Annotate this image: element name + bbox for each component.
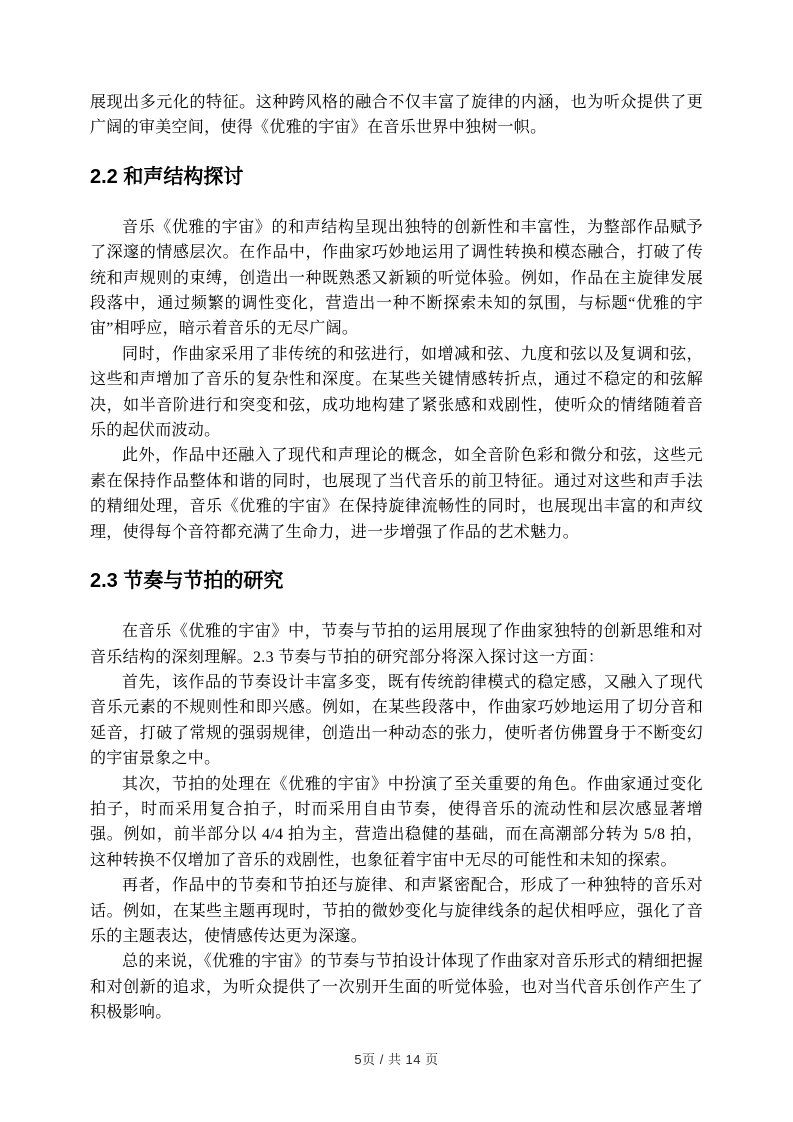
paragraph: 同时，作曲家采用了非传统的和弦进行，如增减和弦、九度和弦以及复调和弦，这些和声增加了音乐的复杂性和深度。在某些关键情感转折点，通过不稳定的和弦解决，如半音阶进行和突变和弦，成功地构建了紧张感和戏剧性，使听众的情绪随着音乐的起伏而波动。 [90,345,703,440]
section-heading-2-3: 2.3 节奏与节拍的研究 [90,570,284,593]
paragraph: 再者，作品中的节奏和节拍还与旋律、和声紧密配合，形成了一种独特的音乐对话。例如，在某些主题再现时，节拍的微妙变化与旋律线条的起伏相呼应，强化了音乐的主题表达，使情感传达更为深邃。 [90,877,703,945]
section-heading-2-2: 2.2 和声结构探讨 [90,165,244,188]
page-number-footer: 5页 / 共 14 页 [354,1052,439,1067]
continuation-paragraph: 展现出多元化的特征。这种跨风格的融合不仅丰富了旋律的内涵，也为听众提供了更广阔的审美空间，使得《优雅的宇宙》在音乐世界中独树一帜。 [90,94,703,137]
document-body [90,90,703,1026]
paragraph: 在音乐《优雅的宇宙》中，节奏与节拍的运用展现了作曲家独特的创新思维和对音乐结构的深刻理解。2.3 节奏与节拍的研究部分将深入探讨这一方面： [90,623,703,666]
paragraph: 此外，作品中还融入了现代和声理论的概念，如全音阶色彩和微分和弦，这些元素在保持作品整体和谐的同时，也展现了当代音乐的前卫特征。通过对这些和声手法的精细处理，音乐《优雅的宇宙》在保持旋律流畅性的同时，也展现出丰富的和声纹理，使得每个音符都充满了生命力，进一步增强了作品的艺术魅力。 [90,447,703,541]
paragraph: 总的来说，《优雅的宇宙》的节奏与节拍设计体现了作曲家对音乐形式的精细把握和对创新的追求，为听众提供了一次别开生面的听觉体验，也对当代音乐创作产生了积极影响。 [90,953,703,1022]
paragraph: 其次，节拍的处理在《优雅的宇宙》中扮演了至关重要的角色。作曲家通过变化拍子，时而采用复合拍子，时而采用自由节奏，使得音乐的流动性和层次感显著增强。例如，前半部分以 4/4 拍为主，营造出稳健的基础，而在高潮部分转为 5/8 拍，这种转换不仅增加了音乐的戏剧性，也象征着宇宙中无尽的可能性和未知的探索。 [90,775,703,869]
paragraph: 首先，该作品的节奏设计丰富多变，既有传统韵律模式的稳定感，又融入了现代音乐元素的不规则性和即兴感。例如，在某些段落中，作曲家巧妙地运用了切分音和延音，打破了常规的强弱规律，创造出一种动态的张力，使听者仿佛置身于不断变幻的宇宙景象之中。 [90,673,703,768]
paragraph: 音乐《优雅的宇宙》的和声结构呈现出独特的创新性和丰富性，为整部作品赋予了深邃的情感层次。在作品中，作曲家巧妙地运用了调性转换和模态融合，打破了传统和声规则的束缚，创造出一种既熟悉又新颖的听觉体验。例如，作品在主旋律发展段落中，通过频繁的调性变化，营造出一种不断探索未知的氛围，与标题“优雅的宇宙”相呼应，暗示着音乐的无尽广阔。 [90,218,703,338]
